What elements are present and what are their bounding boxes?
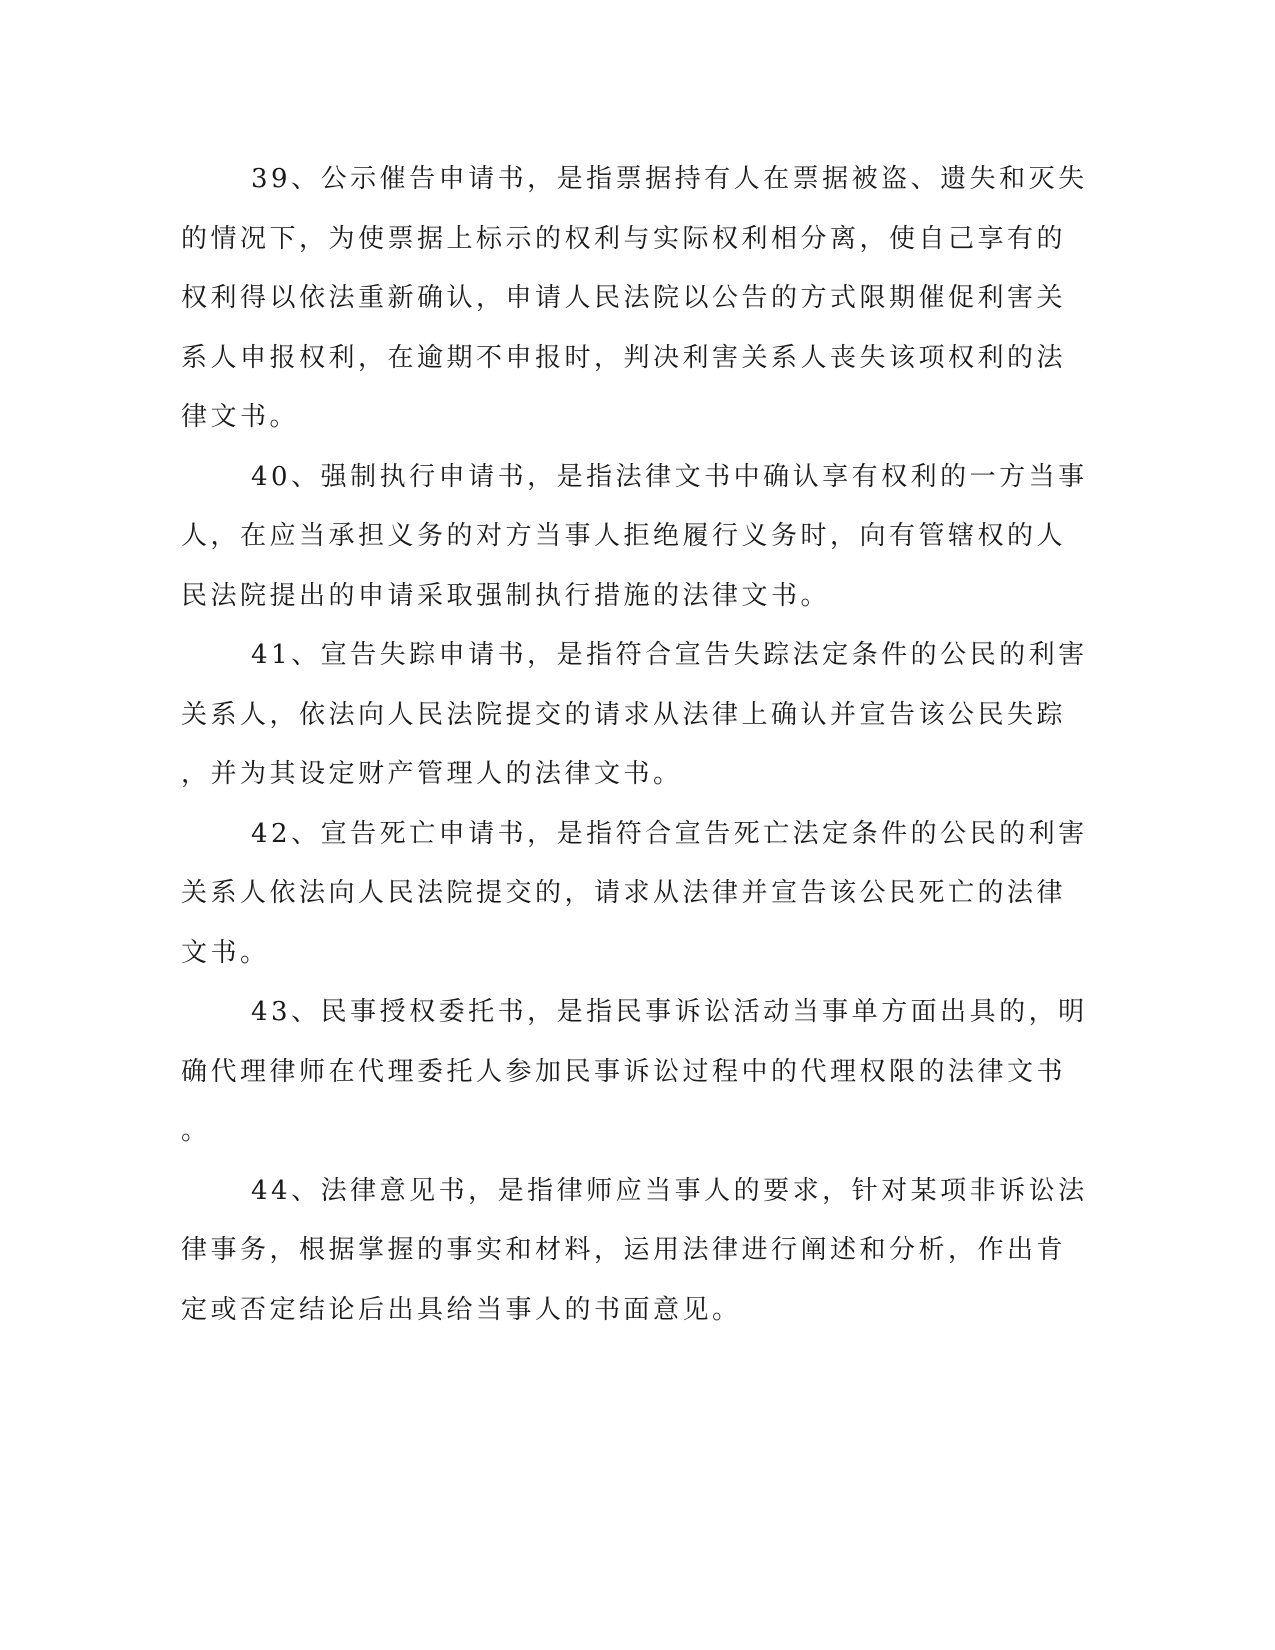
paragraph-43 — [181, 983, 1088, 1162]
paragraph-line: 关系人，依法向人民法院提交的请求从法律上确认并宣告该公民失踪 — [181, 699, 1067, 730]
paragraph-line: 的情况下，为使票据上标示的权利与实际权利相分离，使自己享有的 — [181, 223, 1067, 254]
paragraph-41 — [181, 626, 1088, 805]
paragraph-line: 定或否定结论后出具给当事人的书面意见。 — [181, 1294, 742, 1325]
paragraph-line: 关系人依法向人民法院提交的，请求从法律并宣告该公民死亡的法律 — [181, 878, 1067, 908]
document-body — [181, 150, 1088, 1340]
paragraph-line: 41、宣告失踪申请书，是指符合宣告失踪法定条件的公民的利害 — [251, 640, 1088, 670]
paragraph-line: 权利得以依法重新确认，申请人民法院以公告的方式限期催促利害关 — [181, 283, 1067, 313]
paragraph-39 — [181, 150, 1088, 448]
paragraph-line: 44、法律意见书，是指律师应当事人的要求，针对某项非诉讼法 — [251, 1175, 1088, 1206]
paragraph-line: 律文书。 — [181, 402, 300, 432]
paragraph-42 — [181, 805, 1088, 984]
paragraph-line: 39、公示催告申请书，是指票据持有人在票据被盗、遗失和灭失 — [251, 164, 1088, 194]
paragraph-line: 。 — [181, 1116, 211, 1146]
paragraph-line: ，并为其设定财产管理人的法律文书。 — [181, 759, 683, 789]
paragraph-line: 律事务，根据掌握的事实和材料，运用法律进行阐述和分析，作出肯 — [181, 1235, 1067, 1265]
paragraph-line: 确代理律师在代理委托人参加民事诉讼过程中的代理权限的法律文书 — [181, 1056, 1067, 1087]
paragraph-line: 文书。 — [181, 937, 270, 968]
paragraph-line: 系人申报权利，在逾期不申报时，判决利害关系人丧失该项权利的法 — [181, 342, 1067, 373]
paragraph-line: 40、强制执行申请书，是指法律文书中确认享有权利的一方当事 — [251, 461, 1088, 492]
paragraph-line: 人，在应当承担义务的对方当事人拒绝履行义务时，向有管辖权的人 — [181, 521, 1067, 551]
paragraph-line: 民法院提出的申请采取强制执行措施的法律文书。 — [181, 580, 831, 611]
paragraph-40 — [181, 448, 1088, 627]
paragraph-44 — [181, 1162, 1088, 1341]
paragraph-line: 42、宣告死亡申请书，是指符合宣告死亡法定条件的公民的利害 — [251, 818, 1088, 849]
paragraph-line: 43、民事授权委托书，是指民事诉讼活动当事单方面出具的，明 — [251, 997, 1088, 1027]
